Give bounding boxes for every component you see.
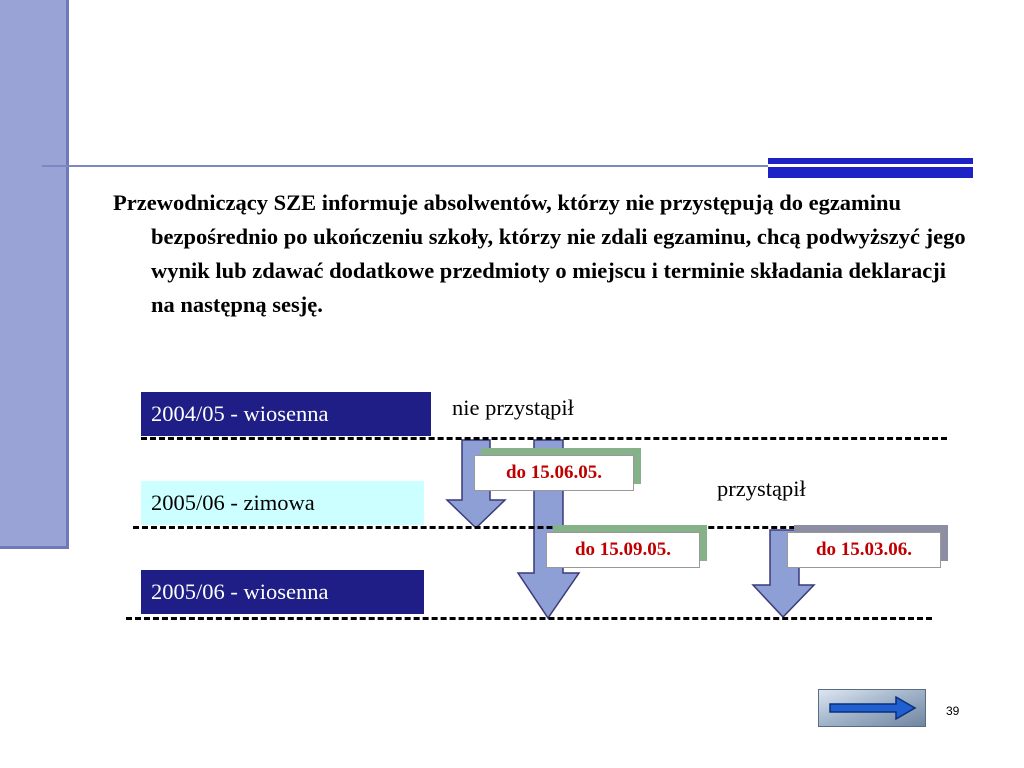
- deadline-label: do 15.06.05.: [474, 455, 634, 491]
- branch-label-attempted: przystąpił: [717, 476, 806, 501]
- page-number: 39: [946, 704, 960, 718]
- session-box-2005-06-spring: 2005/06 - wiosenna: [141, 570, 424, 614]
- next-slide-button[interactable]: [818, 689, 926, 727]
- session-box-2005-06-winter: 2005/06 - zimowa: [141, 481, 424, 525]
- intro-text: Przewodniczący SZE informuje absolwentów, którzy nie przystępują do egzaminu bezpośrednio po ukończeniu szkoły, którzy nie zdali egzaminu, chcą podwyższyć jego wynik lub zdawać dodatkowe przedmioty o miejscu i terminie składania deklaracji na następną sesję.: [113, 190, 966, 317]
- right-arrow-icon: [818, 689, 926, 727]
- session-separator: [126, 617, 932, 620]
- session-box-2004-05-spring: 2004/05 - wiosenna: [141, 392, 431, 436]
- deadline-label: do 15.09.05.: [546, 532, 700, 568]
- deadline-label: do 15.03.06.: [787, 532, 941, 568]
- deadline-box: [474, 455, 634, 491]
- deadline-box: [787, 532, 941, 568]
- deadline-box: [546, 532, 700, 568]
- session-separator: [141, 437, 947, 440]
- branch-label-not-attempted: nie przystąpił: [452, 395, 574, 420]
